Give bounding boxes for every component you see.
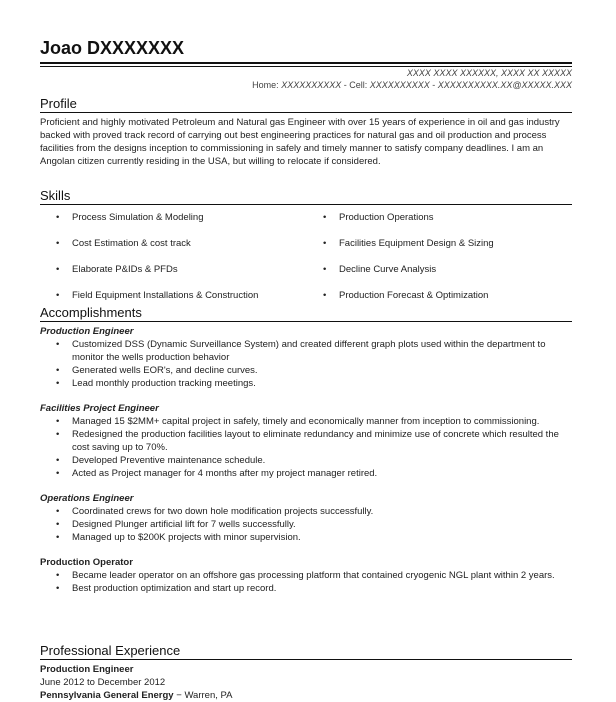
list-item: • Coordinated crews for two down hole modification projects successfully. (40, 505, 572, 518)
cell-phone: XXXXXXXXXX (369, 80, 430, 90)
skill-item: • Production Forecast & Optimization (307, 289, 572, 315)
skill-item: • Field Equipment Installations & Construction (40, 289, 307, 315)
skill-item: • Decline Curve Analysis (307, 263, 572, 289)
section-heading: Skills (40, 188, 572, 205)
role-title: Production Engineer (40, 326, 134, 337)
section-heading: Profile (40, 96, 572, 113)
job-employer (40, 689, 572, 702)
list-item: • Best production optimization and start up record. (40, 582, 572, 595)
role-title: Production Operator (40, 557, 133, 568)
experience-section (40, 643, 572, 702)
skill-item: • Process Simulation & Modeling (40, 211, 307, 237)
list-item: • Managed up to $200K projects with minor supervision. (40, 531, 572, 544)
list-item: • Acted as Project manager for 4 months after my project manager retired. (40, 467, 572, 480)
contact-address: XXXX XXXX XXXXXX, XXXX XX XXXXX (406, 68, 572, 78)
list-item: • Became leader operator on an offshore gas processing platform that contained cryogenic NGL plant within 2 years. (40, 569, 572, 582)
accomplishments-section (40, 305, 572, 607)
job-title: Production Engineer (40, 664, 134, 675)
skill-item: • Facilities Equipment Design & Sizing (307, 237, 572, 263)
list-item: • Designed Plunger artificial lift for 7 wells successfully. (40, 518, 572, 531)
section-heading: Accomplishments (40, 305, 572, 322)
role-title: Operations Engineer (40, 493, 134, 504)
skill-item: • Production Operations (307, 211, 572, 237)
cell-label: Cell: (349, 80, 368, 90)
home-phone: XXXXXXXXXX (281, 80, 342, 90)
skill-item: • Elaborate P&IDs & PFDs (40, 263, 307, 289)
candidate-name: Joao DXXXXXXX (40, 38, 185, 58)
header-divider (40, 62, 572, 67)
list-item: • Generated wells EOR's, and decline curves. (40, 364, 572, 377)
profile-text: Proficient and highly motivated Petroleum and Natural gas Engineer with over 15 years of experience in oil and gas industry backed with proved track record of carrying out best engineering practices for natural gas and oil production and process facilities from the designs inception to commissioning in safely and timely manner to satisfy company deadlines. I am an Angolan citizen currently residing in the USA, but willing to relocate if considered. (40, 117, 560, 167)
list-item: • Customized DSS (Dynamic Surveillance System) and created different graph plots used within the department to monitor the wells production behavior (40, 338, 572, 364)
job-dates: June 2012 to December 2012 (40, 677, 166, 688)
list-item: • Lead monthly production tracking meetings. (40, 377, 572, 390)
company-name: Pennsylvania General Energy (40, 690, 174, 701)
contact-phones: Home: XXXXXXXXXX - Cell: XXXXXXXXXX - XXXXXXXXXX.XX@XXXXX.XXX (252, 80, 572, 90)
list-item: • Managed 15 $2MM+ capital project in safely, timely and economically manner from inception to commissioning. (40, 415, 572, 428)
separator: − (176, 690, 182, 701)
job-location: Warren, PA (184, 690, 233, 701)
home-label: Home: (252, 80, 279, 90)
section-heading: Professional Experience (40, 643, 572, 660)
list-item: • Redesigned the production facilities layout to eliminate redundancy and minimize use of concrete which resulted the cost saving up to 70%. (40, 428, 572, 454)
list-item: • Developed Preventive maintenance schedule. (40, 454, 572, 467)
email: XXXXXXXXXX.XX@XXXXX.XXX (437, 80, 572, 90)
role-title: Facilities Project Engineer (40, 403, 159, 414)
skills-section (40, 188, 572, 315)
profile-section (40, 96, 572, 168)
skill-item: • Cost Estimation & cost track (40, 237, 307, 263)
